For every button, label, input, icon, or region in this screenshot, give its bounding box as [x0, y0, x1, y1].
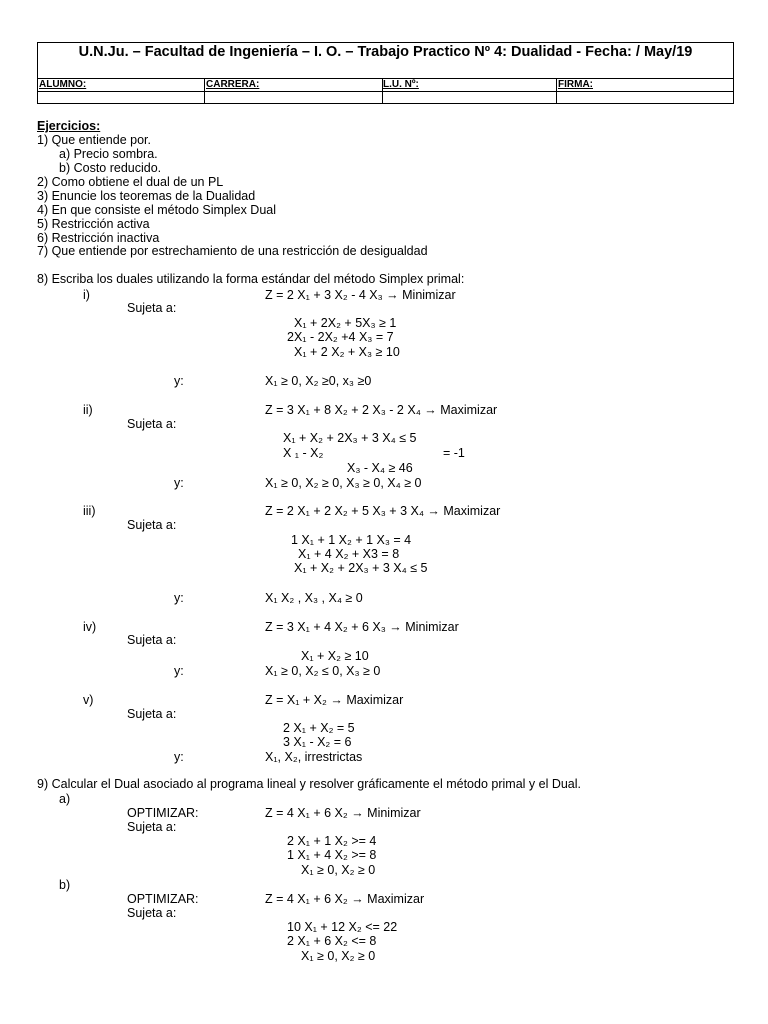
variable-label: y:: [174, 664, 184, 678]
list-item: 8) Escriba los duales utilizando la forma estándar del método Simplex primal:: [37, 272, 465, 286]
section-heading: Ejercicios:: [37, 119, 101, 133]
constraint: 2 X₁ + 6 X₂ <= 8: [287, 934, 377, 948]
constraint: X₃ - X₄ ≥ 46: [347, 461, 413, 475]
objective-function: Z = 2 X₁ + 3 X₂ - 4 X₃ → Minimizar: [265, 288, 456, 302]
constraint: X₁ + 2 X₂ + X₃ ≥ 10: [294, 345, 400, 359]
constraint: 3 X₁ - X₂ = 6: [283, 735, 352, 749]
variable-label: y:: [174, 476, 184, 490]
constraint-heading: Sujeta a:: [127, 301, 177, 315]
constraint: X₁ + 4 X₂ + X3 = 8: [298, 547, 400, 561]
field-carrera-label: CARRERA:: [206, 79, 260, 90]
constraint: 2 X₁ + X₂ = 5: [283, 721, 355, 735]
sign-constraint: X₁ ≥ 0, X₂ ≥ 0, X₃ ≥ 0, X₄ ≥ 0: [265, 476, 422, 490]
constraint: 10 X₁ + 12 X₂ <= 22: [287, 920, 398, 934]
constraint-heading: Sujeta a:: [127, 707, 177, 721]
list-item: 3) Enuncie los teoremas de la Dualidad: [37, 189, 256, 203]
sign-constraint: X₁ ≥ 0, X₂ ≥0, x₃ ≥0: [265, 374, 372, 388]
constraint: X₁ + X₂ ≥ 10: [301, 649, 369, 663]
list-item: 4) En que consiste el método Simplex Dual: [37, 203, 277, 217]
field-lu-label: L.U. Nº:: [383, 79, 419, 90]
problem-label: a): [59, 792, 71, 806]
constraint: 1 X₁ + 1 X₂ + 1 X₃ = 4: [291, 533, 412, 547]
constraint: X₁ + X₂ + 2X₃ + 3 X₄ ≤ 5: [283, 431, 417, 445]
sign-constraint: X₁ X₂ , X₃ , X₄ ≥ 0: [265, 591, 363, 605]
list-item: 6) Restricción inactiva: [37, 231, 160, 245]
divider: [556, 78, 557, 104]
sign-constraint: X₁ ≥ 0, X₂ ≥ 0: [301, 863, 376, 877]
list-item: 1) Que entiende por.: [37, 133, 151, 147]
constraint-heading: Sujeta a:: [127, 518, 177, 532]
constraint: X ₁ - X₂: [283, 446, 324, 460]
sign-constraint: X₁ ≥ 0, X₂ ≥ 0: [301, 949, 376, 963]
field-alumno-label: ALUMNO:: [39, 79, 87, 90]
problem-label: iii): [83, 504, 96, 518]
constraint-heading: Sujeta a:: [127, 906, 177, 920]
objective-function: Z = 3 X₁ + 8 X₂ + 2 X₃ - 2 X₄ → Maximizar: [265, 403, 498, 417]
constraint-heading: Sujeta a:: [127, 633, 177, 647]
list-item: 2) Como obtiene el dual de un PL: [37, 175, 224, 189]
sign-constraint: X₁, X₂, irrestrictas: [265, 750, 363, 764]
variable-label: y:: [174, 374, 184, 388]
list-item: 7) Que entiende por estrechamiento de una restricción de desigualdad: [37, 244, 428, 258]
field-firma-label: FIRMA:: [558, 79, 593, 90]
sign-constraint: X₁ ≥ 0, X₂ ≤ 0, X₃ ≥ 0: [265, 664, 381, 678]
problem-label: ii): [83, 403, 93, 417]
problem-label: iv): [83, 620, 97, 634]
optimize-label: OPTIMIZAR:: [127, 892, 199, 906]
optimize-label: OPTIMIZAR:: [127, 806, 199, 820]
constraint-heading: Sujeta a:: [127, 417, 177, 431]
constraint: 2X₁ - 2X₂ +4 X₃ = 7: [287, 330, 394, 344]
divider: [38, 91, 733, 92]
constraint: 2 X₁ + 1 X₂ >= 4: [287, 834, 377, 848]
constraint: X₁ + X₂ + 2X₃ + 3 X₄ ≤ 5: [294, 561, 428, 575]
constraint-rhs: = -1: [443, 446, 465, 460]
list-item: 5) Restricción activa: [37, 217, 150, 231]
list-item: 9) Calcular el Dual asociado al programa lineal y resolver gráficamente el método primal y el Dual.: [37, 777, 582, 791]
objective-function: Z = 3 X₁ + 4 X₂ + 6 X₃ → Minimizar: [265, 620, 459, 634]
list-item: b) Costo reducido.: [59, 161, 162, 175]
problem-label: v): [83, 693, 94, 707]
problem-label: b): [59, 878, 71, 892]
objective-function: Z = 4 X₁ + 6 X₂ → Minimizar: [265, 806, 421, 820]
page-title: U.N.Ju. – Facultad de Ingeniería – I. O. – Trabajo Practico Nº 4: Dualidad - Fecha: / May/19: [78, 44, 693, 60]
problem-label: i): [83, 288, 90, 302]
constraint: X₁ + 2X₂ + 5X₃ ≥ 1: [294, 316, 397, 330]
variable-label: y:: [174, 750, 184, 764]
objective-function: Z = 4 X₁ + 6 X₂ → Maximizar: [265, 892, 425, 906]
objective-function: Z = 2 X₁ + 2 X₂ + 5 X₃ + 3 X₄ → Maximizar: [265, 504, 501, 518]
header-box: [37, 42, 734, 104]
list-item: a) Precio sombra.: [59, 147, 158, 161]
objective-function: Z = X₁ + X₂ → Maximizar: [265, 693, 404, 707]
divider: [204, 78, 205, 104]
constraint: 1 X₁ + 4 X₂ >= 8: [287, 848, 377, 862]
variable-label: y:: [174, 591, 184, 605]
constraint-heading: Sujeta a:: [127, 820, 177, 834]
